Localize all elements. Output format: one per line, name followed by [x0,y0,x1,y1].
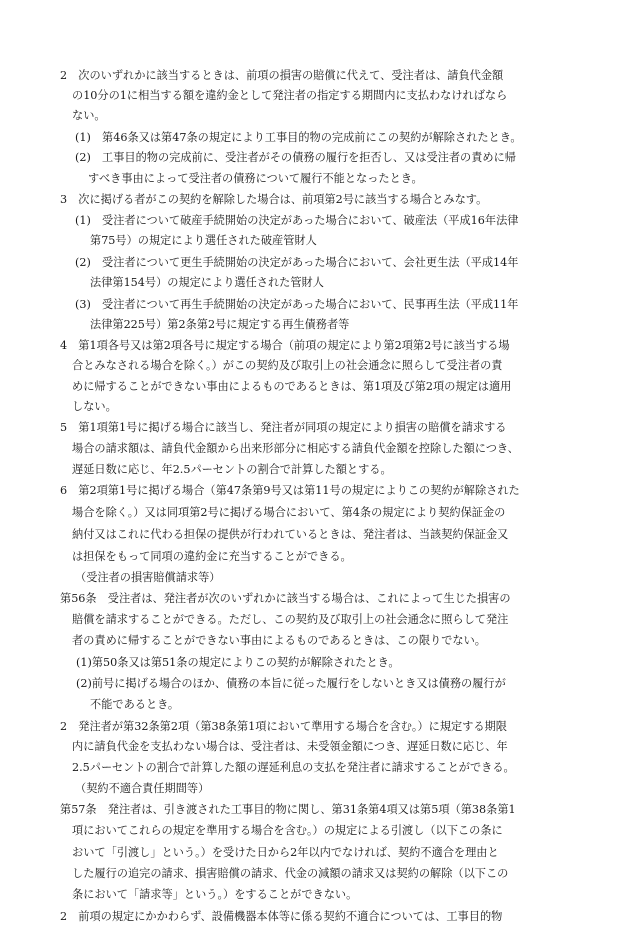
text-line-item-2: すべき事由によって受注者の債務について履行不能となったとき。 [88,172,423,185]
text-line-item-1: (1)第50条又は第51条の規定によりこの契約が解除されたとき。 [76,656,400,669]
text-line-item-3: (3) 受注者について再生手続開始の決定があった場合において、民事再生法（平成11年 [75,298,519,311]
text-line-para-5: 場合の請求額は、請負代金額から出来形部分に相応する請負代金額を控除した額につき、 [72,442,519,455]
text-line-article-56: 第56条 受注者は、発注者が次のいずれかに該当する場合は、これによって生じた損害の [60,592,511,605]
text-line-para-6: 納付又はこれに代わる担保の提供が行われているときは、発注者は、当該契約保証金又 [72,528,509,541]
text-line-para-6: 6 第2項第1号に掲げる場合（第47条第9号又は第11号の規定によりこの契約が解除された [60,484,520,497]
text-line-item-2: (2) 受注者について更生手続開始の決定があった場合において、会社更生法（平成14年 [75,256,519,269]
text-line-para-2: 2 次のいずれかに該当するときは、前項の損害の賠償に代えて、受注者は、請負代金額 [60,69,504,82]
text-line-para-6: は担保をもって同項の違約金に充当することができる。 [72,550,352,563]
text-line-para-2: の10分の1に相当する額を違約金として発注者の指定する期間内に支払わなければなら [72,89,508,102]
text-line-article-57: 第57条 発注者は、引き渡された工事目的物に関し、第31条第4項又は第5項（第38条第1 [60,803,516,816]
text-line-para-2: 2.5パーセントの割合で計算した額の遅延利息の支払を発注者に請求することができる。 [72,761,515,774]
text-line-para-5: 5 第1項第1号に掲げる場合に該当し、発注者が同項の規定により損害の賠償を請求する [60,421,507,434]
text-line-article-56: 者の責めに帰することができない事由によるものであるときは、この限りでない。 [72,634,486,647]
text-line-para-4: 4 第1項各号又は第2項各号に規定する場合（前項の規定により第2項第2号に該当する場 [60,339,510,352]
text-line-item-2: (2)前号に掲げる場合のほか、債務の本旨に従った履行をしないとき又は債務の履行が [76,677,506,690]
text-line-item-2: 不能であるとき。 [90,698,180,711]
text-line-para-2: 2 前項の規定にかかわらず、設備機器本体等に係る契約不適合については、工事目的物 [60,910,503,923]
text-line-item-1: (1) 受注者について破産手続開始の決定があった場合において、破産法（平成16年法律 [75,214,519,227]
text-line-heading: （契約不適合責任期間等） [75,782,210,795]
text-line-article-57: おいて「引渡し」という。）を受けた日から2年以内でなければ、契約不適合を理由と [72,846,499,859]
text-line-para-4: 合とみなされる場合を除く。）がこの契約及び取引上の社会通念に照らして受注者の責 [72,359,503,372]
text-line-item-3: 法律第225号）第2条第2号に規定する再生債務者等 [90,318,350,331]
text-line-para-5: 遅延日数に応じ、年2.5パーセントの割合で計算した額とする。 [72,463,392,476]
text-line-article-57: 条において「請求等」という。）をすることができない。 [72,888,358,901]
text-line-para-4: しない。 [72,400,117,413]
text-line-item-2: 法律第154号）の規定により選任された管財人 [90,276,324,289]
text-line-heading: （受注者の損害賠償請求等） [75,571,221,584]
text-line-item-1: 第75号）の規定により選任された破産管財人 [90,234,317,247]
text-line-para-3: 3 次に掲げる者がこの契約を解除した場合は、前項第2号に該当する場合とみなす。 [60,193,488,206]
text-line-article-57: 項においてこれらの規定を準用する場合を含む。）の規定による引渡し（以下この条に [72,824,503,837]
text-line-para-2: 2 発注者が第32条第2項（第38条第1項において準用する場合を含む。）に規定する期限 [60,720,507,733]
text-line-article-57: した履行の追完の請求、損害賠償の請求、代金の減額の請求又は契約の解除（以下この [72,867,509,880]
text-line-para-6: 場合を除く。）又は同項第2号に掲げる場合において、第4条の規定により契約保証金の [72,506,506,519]
text-line-para-2: ない。 [72,109,106,122]
text-line-para-2: 内に請負代金を支払わない場合は、受注者は、未受領金額につき、遅延日数に応じ、年 [72,740,508,753]
text-line-item-1: (1) 第46条又は第47条の規定により工事目的物の完成前にこの契約が解除されたとき。 [75,131,522,144]
text-line-article-56: 賠償を請求することができる。ただし、この契約及び取引上の社会通念に照らして発注 [72,613,509,626]
text-line-para-4: めに帰することができない事由によるものであるときは、第1項及び第2項の規定は適用 [72,380,512,393]
text-line-item-2: (2) 工事目的物の完成前に、受注者がその債務の履行を拒否し、又は受注者の責めに帰 [75,151,516,164]
